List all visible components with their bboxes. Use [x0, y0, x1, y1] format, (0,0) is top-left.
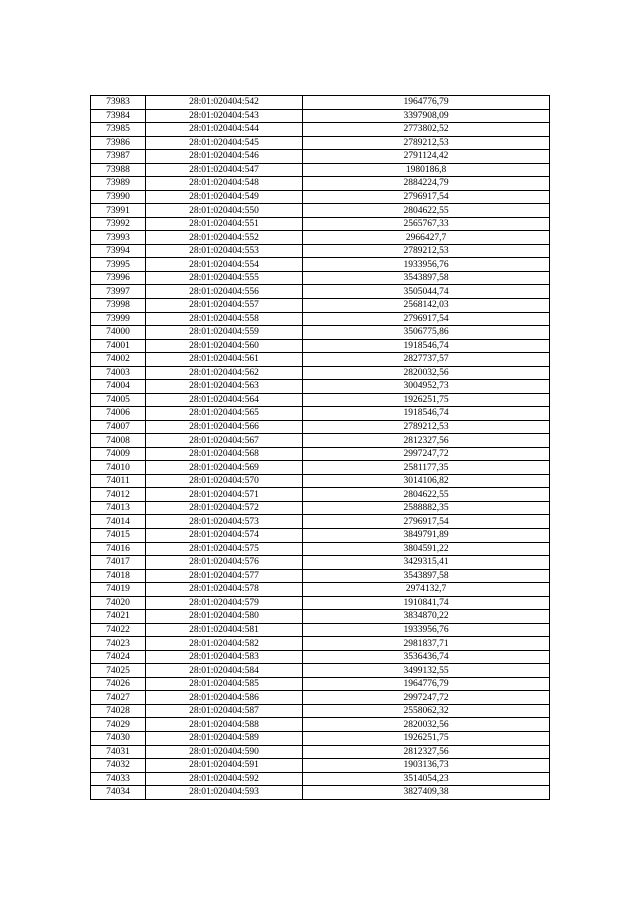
row-number-cell: 74008 [91, 434, 146, 448]
cadastral-number-cell: 28:01:020404:543 [146, 109, 303, 123]
row-number-cell: 73992 [91, 217, 146, 231]
row-number-cell: 74016 [91, 542, 146, 556]
table-row [91, 474, 550, 488]
table-row [91, 637, 550, 651]
value-cell: 2812327,56 [303, 745, 550, 759]
value-cell: 1926251,75 [303, 393, 550, 407]
cadastral-number-cell: 28:01:020404:567 [146, 434, 303, 448]
value-cell: 2812327,56 [303, 434, 550, 448]
table-row [91, 515, 550, 529]
row-number-cell: 73984 [91, 109, 146, 123]
row-number-cell: 73989 [91, 177, 146, 191]
cadastral-number-cell: 28:01:020404:549 [146, 190, 303, 204]
row-number-cell: 74017 [91, 556, 146, 570]
table-row [91, 745, 550, 759]
cadastral-number-cell: 28:01:020404:587 [146, 704, 303, 718]
value-cell: 2981837,71 [303, 637, 550, 651]
value-cell: 2966427,7 [303, 231, 550, 245]
table-row [91, 136, 550, 150]
table-row [91, 366, 550, 380]
cadastral-number-cell: 28:01:020404:563 [146, 380, 303, 394]
cadastral-number-cell: 28:01:020404:545 [146, 136, 303, 150]
table-row [91, 271, 550, 285]
cadastral-number-cell: 28:01:020404:583 [146, 650, 303, 664]
table-row [91, 177, 550, 191]
value-cell: 2796917,54 [303, 190, 550, 204]
value-cell: 3505044,74 [303, 285, 550, 299]
row-number-cell: 74001 [91, 339, 146, 353]
table-row [91, 258, 550, 272]
table-row [91, 650, 550, 664]
cadastral-number-cell: 28:01:020404:586 [146, 691, 303, 705]
table-row [91, 190, 550, 204]
value-cell: 1933956,76 [303, 623, 550, 637]
value-cell: 1980186,8 [303, 163, 550, 177]
value-cell: 3014106,82 [303, 474, 550, 488]
row-number-cell: 74032 [91, 759, 146, 773]
table-row [91, 583, 550, 597]
value-cell: 2588882,35 [303, 501, 550, 515]
row-number-cell: 73983 [91, 96, 146, 110]
row-number-cell: 73985 [91, 123, 146, 137]
cadastral-number-cell: 28:01:020404:542 [146, 96, 303, 110]
table-row [91, 542, 550, 556]
value-cell: 1918546,74 [303, 407, 550, 421]
row-number-cell: 73998 [91, 298, 146, 312]
table-row [91, 718, 550, 732]
row-number-cell: 74019 [91, 583, 146, 597]
value-cell: 2796917,54 [303, 515, 550, 529]
row-number-cell: 74011 [91, 474, 146, 488]
cadastral-number-cell: 28:01:020404:568 [146, 447, 303, 461]
row-number-cell: 73986 [91, 136, 146, 150]
cadastral-number-cell: 28:01:020404:565 [146, 407, 303, 421]
row-number-cell: 74020 [91, 596, 146, 610]
cadastral-number-cell: 28:01:020404:579 [146, 596, 303, 610]
cadastral-value-table [90, 95, 550, 800]
table-row [91, 501, 550, 515]
table-row [91, 759, 550, 773]
value-cell: 3543897,58 [303, 569, 550, 583]
cadastral-number-cell: 28:01:020404:574 [146, 529, 303, 543]
row-number-cell: 73995 [91, 258, 146, 272]
table-row [91, 96, 550, 110]
value-cell: 2789212,53 [303, 244, 550, 258]
value-cell: 2804622,55 [303, 204, 550, 218]
row-number-cell: 73988 [91, 163, 146, 177]
table-row [91, 677, 550, 691]
table-row [91, 731, 550, 745]
table-row [91, 623, 550, 637]
row-number-cell: 74027 [91, 691, 146, 705]
row-number-cell: 74024 [91, 650, 146, 664]
table-row [91, 163, 550, 177]
table-row [91, 109, 550, 123]
row-number-cell: 73999 [91, 312, 146, 326]
cadastral-number-cell: 28:01:020404:593 [146, 786, 303, 800]
cadastral-number-cell: 28:01:020404:552 [146, 231, 303, 245]
value-cell: 3506775,86 [303, 326, 550, 340]
cadastral-number-cell: 28:01:020404:557 [146, 298, 303, 312]
table-row [91, 298, 550, 312]
table-row [91, 434, 550, 448]
table-row [91, 610, 550, 624]
cadastral-number-cell: 28:01:020404:550 [146, 204, 303, 218]
row-number-cell: 74004 [91, 380, 146, 394]
row-number-cell: 74025 [91, 664, 146, 678]
cadastral-number-cell: 28:01:020404:591 [146, 759, 303, 773]
cadastral-number-cell: 28:01:020404:582 [146, 637, 303, 651]
value-cell: 1918546,74 [303, 339, 550, 353]
table-row [91, 407, 550, 421]
table-row [91, 691, 550, 705]
value-cell: 3804591,22 [303, 542, 550, 556]
value-cell: 2565767,33 [303, 217, 550, 231]
cadastral-number-cell: 28:01:020404:556 [146, 285, 303, 299]
value-cell: 3429315,41 [303, 556, 550, 570]
cadastral-number-cell: 28:01:020404:562 [146, 366, 303, 380]
table-row [91, 664, 550, 678]
cadastral-number-cell: 28:01:020404:560 [146, 339, 303, 353]
value-cell: 2804622,55 [303, 488, 550, 502]
table-row [91, 339, 550, 353]
row-number-cell: 73990 [91, 190, 146, 204]
table-row [91, 204, 550, 218]
cadastral-number-cell: 28:01:020404:588 [146, 718, 303, 732]
value-cell: 3543897,58 [303, 271, 550, 285]
cadastral-number-cell: 28:01:020404:561 [146, 353, 303, 367]
row-number-cell: 74005 [91, 393, 146, 407]
value-cell: 3397908,09 [303, 109, 550, 123]
value-cell: 1964776,79 [303, 96, 550, 110]
cadastral-number-cell: 28:01:020404:576 [146, 556, 303, 570]
row-number-cell: 74007 [91, 420, 146, 434]
value-cell: 3499132,55 [303, 664, 550, 678]
value-cell: 3514054,23 [303, 772, 550, 786]
row-number-cell: 74012 [91, 488, 146, 502]
table-row [91, 786, 550, 800]
row-number-cell: 74018 [91, 569, 146, 583]
value-cell: 1903136,73 [303, 759, 550, 773]
value-cell: 2997247,72 [303, 447, 550, 461]
row-number-cell: 74021 [91, 610, 146, 624]
row-number-cell: 73991 [91, 204, 146, 218]
row-number-cell: 74034 [91, 786, 146, 800]
cadastral-number-cell: 28:01:020404:570 [146, 474, 303, 488]
table-row [91, 556, 550, 570]
value-cell: 2827737,57 [303, 353, 550, 367]
cadastral-number-cell: 28:01:020404:566 [146, 420, 303, 434]
cadastral-number-cell: 28:01:020404:577 [146, 569, 303, 583]
row-number-cell: 74031 [91, 745, 146, 759]
value-cell: 3834870,22 [303, 610, 550, 624]
value-cell: 2789212,53 [303, 136, 550, 150]
value-cell: 3004952,73 [303, 380, 550, 394]
table-row [91, 704, 550, 718]
row-number-cell: 74009 [91, 447, 146, 461]
cadastral-number-cell: 28:01:020404:573 [146, 515, 303, 529]
value-cell: 2568142,03 [303, 298, 550, 312]
cadastral-number-cell: 28:01:020404:554 [146, 258, 303, 272]
cadastral-number-cell: 28:01:020404:584 [146, 664, 303, 678]
row-number-cell: 73993 [91, 231, 146, 245]
value-cell: 2773802,52 [303, 123, 550, 137]
value-cell: 3536436,74 [303, 650, 550, 664]
cadastral-number-cell: 28:01:020404:546 [146, 150, 303, 164]
cadastral-number-cell: 28:01:020404:575 [146, 542, 303, 556]
cadastral-number-cell: 28:01:020404:548 [146, 177, 303, 191]
row-number-cell: 74015 [91, 529, 146, 543]
row-number-cell: 74006 [91, 407, 146, 421]
row-number-cell: 74002 [91, 353, 146, 367]
value-cell: 2820032,56 [303, 718, 550, 732]
table-row [91, 772, 550, 786]
value-cell: 3827409,38 [303, 786, 550, 800]
cadastral-number-cell: 28:01:020404:592 [146, 772, 303, 786]
value-cell: 2884224,79 [303, 177, 550, 191]
cadastral-number-cell: 28:01:020404:578 [146, 583, 303, 597]
cadastral-number-cell: 28:01:020404:559 [146, 326, 303, 340]
table-row [91, 447, 550, 461]
value-cell: 2558062,32 [303, 704, 550, 718]
cadastral-number-cell: 28:01:020404:589 [146, 731, 303, 745]
table-row [91, 488, 550, 502]
cadastral-number-cell: 28:01:020404:569 [146, 461, 303, 475]
value-cell: 2997247,72 [303, 691, 550, 705]
cadastral-number-cell: 28:01:020404:544 [146, 123, 303, 137]
table-row [91, 529, 550, 543]
value-cell: 2791124,42 [303, 150, 550, 164]
table-row [91, 596, 550, 610]
value-cell: 3849791,89 [303, 529, 550, 543]
row-number-cell: 74010 [91, 461, 146, 475]
value-cell: 2820032,56 [303, 366, 550, 380]
row-number-cell: 74003 [91, 366, 146, 380]
row-number-cell: 73994 [91, 244, 146, 258]
cadastral-number-cell: 28:01:020404:547 [146, 163, 303, 177]
value-cell: 2581177,35 [303, 461, 550, 475]
table-row [91, 380, 550, 394]
table-row [91, 326, 550, 340]
row-number-cell: 74033 [91, 772, 146, 786]
table-row [91, 123, 550, 137]
row-number-cell: 74026 [91, 677, 146, 691]
row-number-cell: 74023 [91, 637, 146, 651]
value-cell: 1910841,74 [303, 596, 550, 610]
cadastral-number-cell: 28:01:020404:581 [146, 623, 303, 637]
value-cell: 1926251,75 [303, 731, 550, 745]
value-cell: 1933956,76 [303, 258, 550, 272]
table-row [91, 461, 550, 475]
row-number-cell: 74028 [91, 704, 146, 718]
value-cell: 2796917,54 [303, 312, 550, 326]
value-cell: 2789212,53 [303, 420, 550, 434]
table-row [91, 569, 550, 583]
row-number-cell: 74022 [91, 623, 146, 637]
row-number-cell: 74030 [91, 731, 146, 745]
table-row [91, 285, 550, 299]
table-row [91, 353, 550, 367]
cadastral-number-cell: 28:01:020404:551 [146, 217, 303, 231]
row-number-cell: 73997 [91, 285, 146, 299]
row-number-cell: 74014 [91, 515, 146, 529]
cadastral-number-cell: 28:01:020404:555 [146, 271, 303, 285]
cadastral-number-cell: 28:01:020404:585 [146, 677, 303, 691]
table-row [91, 312, 550, 326]
table-row [91, 150, 550, 164]
cadastral-number-cell: 28:01:020404:572 [146, 501, 303, 515]
row-number-cell: 73987 [91, 150, 146, 164]
cadastral-number-cell: 28:01:020404:571 [146, 488, 303, 502]
row-number-cell: 74000 [91, 326, 146, 340]
value-cell: 1964776,79 [303, 677, 550, 691]
cadastral-number-cell: 28:01:020404:558 [146, 312, 303, 326]
table-row [91, 244, 550, 258]
row-number-cell: 73996 [91, 271, 146, 285]
cadastral-number-cell: 28:01:020404:580 [146, 610, 303, 624]
table-row [91, 420, 550, 434]
table-row [91, 231, 550, 245]
table-row [91, 393, 550, 407]
row-number-cell: 74029 [91, 718, 146, 732]
cadastral-number-cell: 28:01:020404:590 [146, 745, 303, 759]
row-number-cell: 74013 [91, 501, 146, 515]
table-row [91, 217, 550, 231]
cadastral-number-cell: 28:01:020404:564 [146, 393, 303, 407]
cadastral-number-cell: 28:01:020404:553 [146, 244, 303, 258]
table-body [91, 96, 550, 800]
value-cell: 2974132,7 [303, 583, 550, 597]
